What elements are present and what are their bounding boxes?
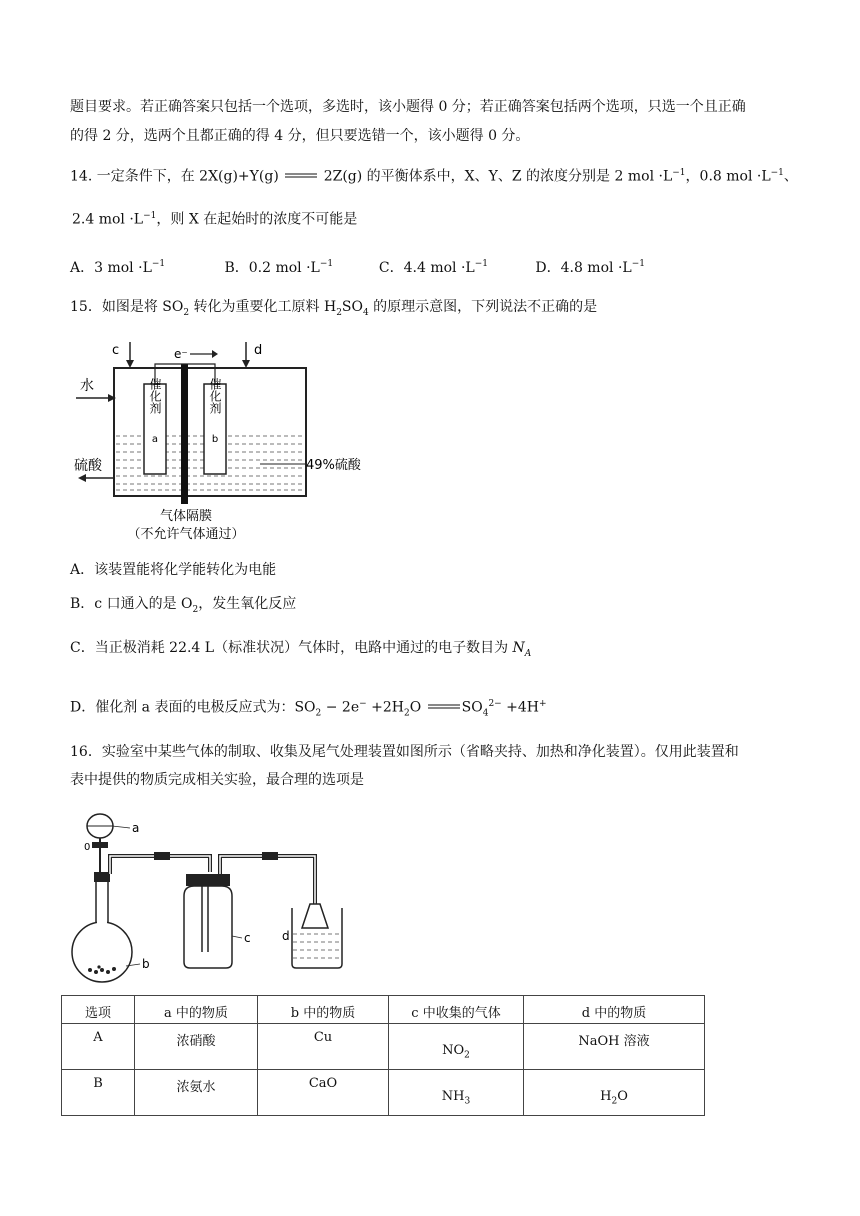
label-b: b [142,957,150,971]
header-b: b 中的物质 [258,996,389,1024]
q14-stem-line-2 [72,206,357,230]
q16-stem-line-2: 表中提供的物质完成相关实验，最合理的选项是 [70,772,364,788]
q14-stem [70,163,798,187]
acid-outlet-arrow-icon [78,474,114,482]
q15-d-sub4: 4 [482,708,489,719]
electrode-a-label: a [151,434,159,445]
q15-d-f: +4H [501,699,540,716]
cell-c-sub: 3 [464,1097,471,1107]
cell-a: 浓硝酸 [135,1024,258,1070]
q14-sup-3: −1 [143,211,157,221]
avogadro-sub: A [524,648,532,659]
option-label: A． [70,259,95,276]
electrode-b-label: b [211,434,219,445]
acid-49-label: 49%硫酸 [306,458,361,473]
reaction-equals-icon [426,698,462,718]
option-sup: −1 [151,259,166,269]
q15-stem [70,297,597,323]
q16-table [61,995,705,1116]
q14-stem-c: ，0.8 mol ·L [685,168,771,185]
cell-d-text: H [600,1089,612,1105]
inlet-d-arrow-icon [242,342,250,368]
q15-sub: 2 [183,307,190,318]
catalyst-b-label: 催化剂 [208,378,222,414]
table-row[interactable] [62,1070,705,1116]
header-c: c 中收集的气体 [389,996,524,1024]
q15-stem-c: SO [341,299,363,315]
q15-d-b: − 2e [321,699,360,716]
option-label: C． [378,259,404,276]
gas-membrane [181,364,188,504]
option-sup: −1 [474,259,488,269]
q14-option-a[interactable] [70,254,220,278]
q14-line2-b: ，则 X 在起始时的浓度不可能是 [156,211,358,228]
liquid-d [293,934,341,958]
q15-d-c: +2H [366,699,404,716]
catalyst-a-label: 催化剂 [148,378,162,414]
cell-option: A [62,1024,135,1070]
q14-option-c[interactable] [379,254,531,278]
cell-c-text: NH [441,1089,465,1105]
q14-number: 14. [70,168,93,185]
q15-stem-a: 15．如图是将 SO [70,299,184,315]
q14-stem-d: 、 [783,168,798,185]
cell-c [389,1024,524,1070]
gas-apparatus-diagram [70,804,370,986]
fuel-cell-diagram [70,338,361,548]
label-c: c [244,931,251,945]
q15-option-c[interactable] [70,638,531,664]
electron-label: e⁻ [174,347,188,361]
option-text: 4.8 mol ·L [560,259,632,276]
q15-sub: 2 [336,307,342,318]
q15-sub: 4 [363,307,369,318]
q15-stem-d: 的原理示意图，下列说法不正确的是 [368,299,598,315]
q15-option-a[interactable]: A．该装置能将化学能转化为电能 [70,562,277,578]
q14-sup-1: −1 [672,168,686,178]
q15-d-e: SO [461,699,483,716]
water-arrow-icon [76,394,116,402]
option-sup: −1 [631,259,645,269]
cell-c-sub: 2 [464,1051,470,1061]
avogadro-symbol: N [512,640,525,656]
q15-b-sub: 2 [192,604,199,615]
q15-d-sup3: + [539,699,547,709]
q15-d-sub2: 2 [403,708,410,719]
table-header-row [62,996,705,1024]
q15-c-a: C．当正极消耗 22.4 L（标准状况）气体时，电路中通过的电子数目为 [70,640,513,656]
water-label: 水 [80,378,94,394]
q15-d-sup2: 2− [488,699,502,709]
label-a: a [132,821,140,835]
header-d: d 中的物质 [524,996,705,1024]
inlet-c-label: c [112,343,120,358]
q14-options [70,254,645,278]
q15-option-b[interactable] [70,594,296,620]
q14-stem-b: 2Z(g) 的平衡体系中，X、Y、Z 的浓度分别是 2 mol ·L [323,168,673,185]
cell-b: CaO [258,1070,389,1116]
q16-stem-line-1: 16．实验室中某些气体的制取、收集及尾气处理装置如图所示（省略夹持、加热和净化装置）。仅用此装置和 [70,744,739,760]
cell-c [389,1070,524,1116]
option-text: 3 mol ·L [94,259,152,276]
option-text: 4.4 mol ·L [403,259,475,276]
acid-outlet-label: 硫酸 [74,458,102,474]
q15-d-d: O [409,699,422,716]
q15-b-a: B．c 口通入的是 O [70,596,193,612]
q14-line2-a: 2.4 mol ·L [72,211,144,228]
cell-c-text: NO [442,1043,465,1059]
cell-d [524,1070,705,1116]
cell-d: NaOH 溶液 [524,1024,705,1070]
q15-option-d[interactable] [70,694,547,723]
q14-option-b[interactable] [224,254,374,278]
membrane-note: （不允许气体通过） [127,527,245,542]
header-option: 选项 [62,996,135,1024]
q15-d-sub: 2 [315,708,322,719]
electron-arrow-icon [190,350,218,358]
intro-line-1: 题目要求。若正确答案只包括一个选项，多选时，该小题得 0 分；若正确答案包括两个选项，只选一个且正确 [70,99,746,115]
equilibrium-arrow-icon [283,167,319,187]
cell-d-sub: 2 [611,1097,618,1107]
label-d: d [282,929,290,943]
cell-d-tail: O [617,1089,628,1105]
q15-d-a: D．催化剂 a 表面的电极反应式为：SO [70,699,316,716]
option-sup: −1 [319,259,334,269]
q14-sup-2: −1 [770,168,784,178]
q15-stem-b: 转化为重要化工原料 H [189,299,337,315]
cell-a: 浓氨水 [135,1070,258,1116]
membrane-label: 气体隔膜 [159,509,213,524]
stopcock-mark: 0 [84,842,91,853]
cell-option: B [62,1070,135,1116]
header-a: a 中的物质 [135,996,258,1024]
cell-b: Cu [258,1024,389,1070]
option-label: D． [535,259,561,276]
q15-b-b: ，发生氧化反应 [198,596,297,612]
inlet-d-label: d [254,343,263,358]
intro-line-2: 的得 2 分，选两个且都正确的得 4 分，但只要选错一个，该小题得 0 分。 [70,128,530,144]
q15-d-sup: − [359,699,367,709]
table-row[interactable] [62,1024,705,1070]
q14-stem-a: 一定条件下，在 2X(g)+Y(g) [96,168,279,185]
option-label: B． [224,259,249,276]
q14-option-d[interactable] [535,254,645,278]
inlet-c-arrow-icon [126,342,134,368]
option-text: 0.2 mol ·L [248,259,320,276]
